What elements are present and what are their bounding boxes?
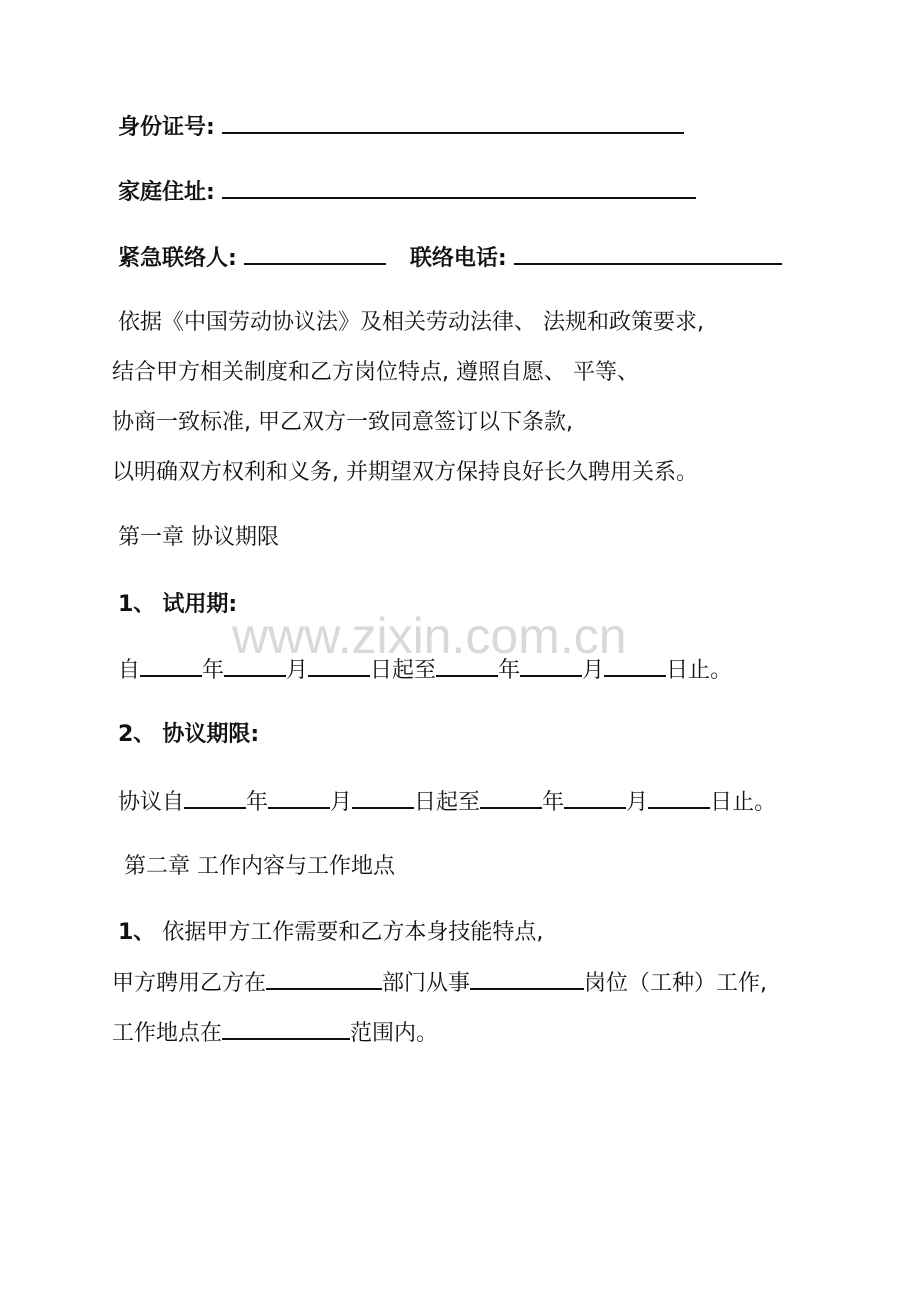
end-year-blank[interactable] [480,787,542,809]
preamble-line-1: 依据《中国劳动协议法》及相关劳动法律、 法规和政策要求, [118,310,704,335]
emergency-contact-blank[interactable] [244,243,386,265]
watermark: www.zixin.com.cn [232,608,627,664]
chapter-1-item-2 [118,720,259,750]
chapter-1-item-1 [118,590,237,620]
address-label: 家庭住址: [118,180,215,205]
end-month-blank[interactable] [520,655,582,677]
location-blank[interactable] [222,1018,350,1040]
text-position: 岗位（工种）工作, [584,971,768,996]
item-number: 1、 [118,592,156,617]
id-number-blank[interactable] [222,112,684,134]
preamble-line-4: 以明确双方权利和义务, 并期望双方保持良好长久聘用关系。 [112,460,698,485]
text-day-to: 日起至 [414,790,481,815]
text-month: 月 [330,790,353,815]
text-year: 年 [202,658,225,683]
text-month: 月 [286,658,309,683]
start-month-blank[interactable] [224,655,286,677]
department-position-row [112,968,767,999]
start-year-blank[interactable] [140,655,202,677]
text-term-from: 协议自 [118,790,185,815]
text-year: 年 [246,790,269,815]
end-day-blank[interactable] [648,787,710,809]
end-day-blank[interactable] [604,655,666,677]
chapter-2-item-1 [118,918,543,948]
text-year: 年 [498,658,521,683]
item-title: 试用期: [162,592,238,617]
address-blank[interactable] [222,177,696,199]
emergency-contact-row [118,243,782,274]
item-number: 1、 [118,920,156,945]
position-blank[interactable] [470,968,584,990]
text-day-end: 日止。 [710,790,777,815]
start-day-blank[interactable] [308,655,370,677]
item-text: 依据甲方工作需要和乙方本身技能特点, [162,920,544,945]
emergency-contact-label: 紧急联络人: [118,246,237,271]
start-month-blank[interactable] [268,787,330,809]
text-from: 自 [118,658,141,683]
text-employ: 甲方聘用乙方在 [112,971,267,996]
end-year-blank[interactable] [436,655,498,677]
start-day-blank[interactable] [352,787,414,809]
text-day-end: 日止。 [666,658,733,683]
work-location-row [112,1018,438,1049]
end-month-blank[interactable] [564,787,626,809]
text-month: 月 [626,790,649,815]
id-number-row [118,112,684,143]
term-date-row [118,787,776,818]
item-title: 协议期限: [162,722,260,747]
text-month: 月 [582,658,605,683]
preamble-line-3: 协商一致标准, 甲乙双方一致同意签订以下条款, [112,410,573,435]
department-blank[interactable] [266,968,382,990]
text-day-to: 日起至 [370,658,437,683]
chapter-1-title: 第一章 协议期限 [118,525,279,550]
text-department: 部门从事 [382,971,471,996]
chapter-2-title: 第二章 工作内容与工作地点 [124,854,395,879]
text-year: 年 [542,790,565,815]
address-row [118,177,696,208]
item-number: 2、 [118,722,156,747]
preamble-line-2: 结合甲方相关制度和乙方岗位特点, 遵照自愿、 平等、 [112,360,639,385]
start-year-blank[interactable] [184,787,246,809]
probation-date-row [118,655,732,686]
text-range: 范围内。 [350,1021,439,1046]
contact-phone-label: 联络电话: [409,246,507,271]
contact-phone-blank[interactable] [514,243,782,265]
text-location: 工作地点在 [112,1021,223,1046]
id-number-label: 身份证号: [118,115,215,140]
